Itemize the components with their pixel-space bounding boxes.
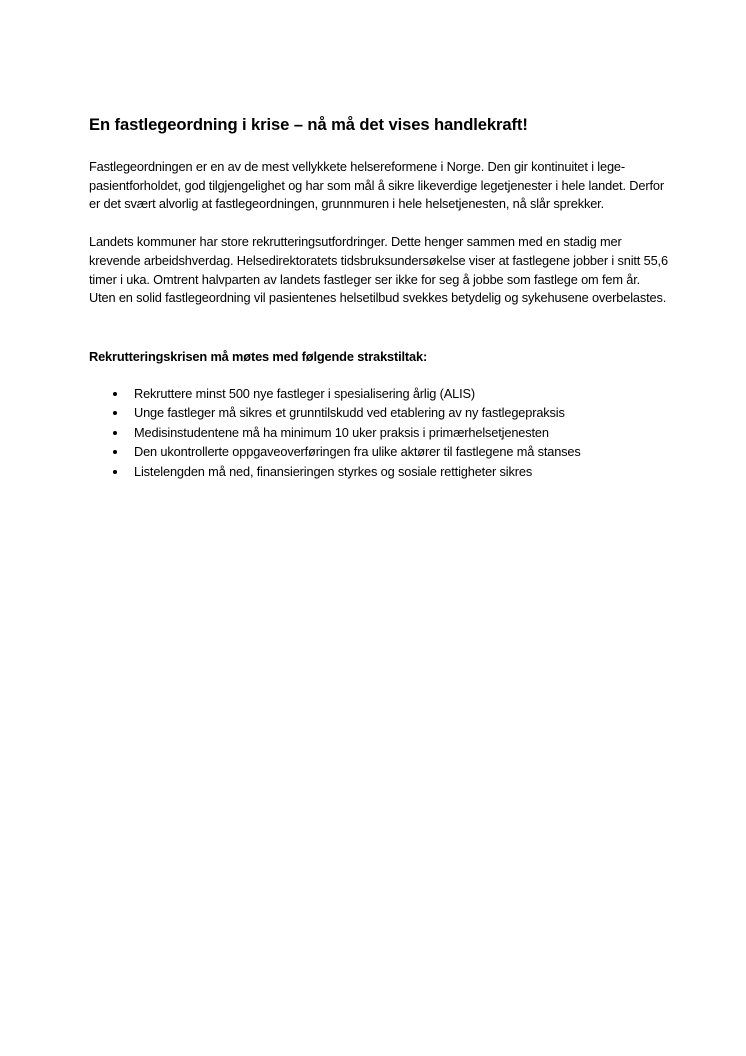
document-content (89, 114, 669, 481)
paragraph-recruitment: Landets kommuner har store rekrutteringsutfordringer. Dette henger sammen med en stadig mer krevende arbeidshverdag. Helsedirektoratets tidsbruksundersøkelse viser at fastlegene jobber i snitt 55,6 timer i uka. Omtrent halvparten av landets fastleger ser ikke for seg å jobbe som fastlege om fem år. Uten en solid fastlegeordning vil pasientenes helsetilbud svekkes betydelig og sykehusene overbelastes. (89, 234, 668, 306)
list-item: Rekruttere minst 500 nye fastleger i spesialisering årlig (ALIS) (134, 384, 669, 403)
list-item: Den ukontrollerte oppgaveoverføringen fra ulike aktører til fastlegene må stanses (134, 442, 669, 461)
document-title: En fastlegeordning i krise – nå må det vises handlekraft! (89, 115, 528, 134)
paragraph-intro: Fastlegeordningen er en av de mest vellykkete helsereformene i Norge. Den gir kontinuitet i lege-pasientforholdet, god tilgjengelighet og har som mål å sikre likeverdige legetjenester i hele landet. Derfor er det svært alvorlig at fastlegeordningen, grunnmuren i hele helsetjenesten, nå slår sprekker. (89, 159, 664, 212)
measures-list (89, 384, 669, 481)
list-item: Unge fastleger må sikres et grunntilskudd ved etablering av ny fastlegepraksis (134, 403, 669, 422)
list-item: Listelengden må ned, finansieringen styrkes og sosiale rettigheter sikres (134, 462, 669, 481)
section-heading: Rekrutteringskrisen må møtes med følgende strakstiltak: (89, 348, 428, 364)
list-item: Medisinstudentene må ha minimum 10 uker praksis i primærhelsetjenesten (134, 423, 669, 442)
